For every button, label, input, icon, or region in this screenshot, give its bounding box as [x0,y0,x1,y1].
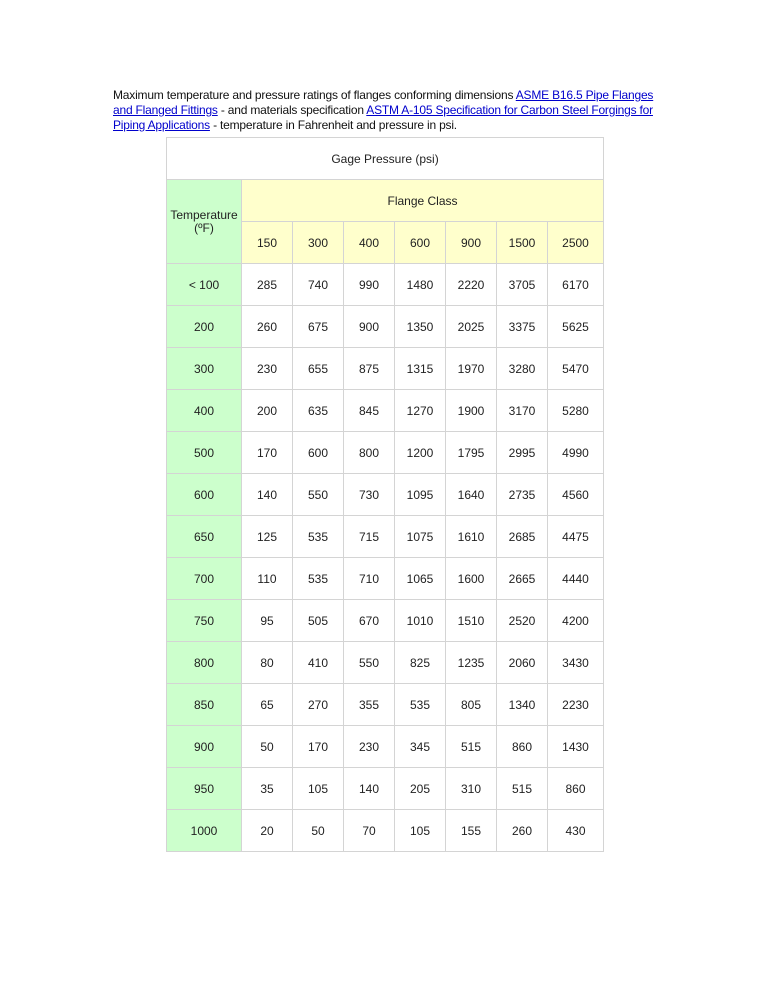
pressure-cell: 2220 [446,264,497,306]
pressure-cell: 1200 [395,432,446,474]
pressure-cell: 285 [242,264,293,306]
pressure-cell: 4475 [548,516,604,558]
pressure-cell: 805 [446,684,497,726]
pressure-cell: 635 [293,390,344,432]
pressure-cell: 845 [344,390,395,432]
pressure-cell: 825 [395,642,446,684]
astm-a105-link[interactable]: ASTM A-105 Specification for Carbon Steel Forgings for Piping Applications [113,103,653,132]
pressure-cell: 3705 [497,264,548,306]
table-row [167,726,604,768]
pressure-cell: 800 [344,432,395,474]
intro-paragraph [113,88,663,133]
pressure-cell: 675 [293,306,344,348]
pressure-cell: 2735 [497,474,548,516]
temperature-column-header: Temperature (ºF) [167,180,242,264]
table-row [167,642,604,684]
table-row [167,558,604,600]
pressure-cell: 1600 [446,558,497,600]
pressure-cell: 205 [395,768,446,810]
temperature-cell: 800 [167,642,242,684]
pressure-cell: 710 [344,558,395,600]
pressure-cell: 600 [293,432,344,474]
pressure-cell: 990 [344,264,395,306]
table-row [167,390,604,432]
pressure-cell: 670 [344,600,395,642]
pressure-cell: 5280 [548,390,604,432]
pressure-cell: 900 [344,306,395,348]
pressure-cell: 35 [242,768,293,810]
caption-row [167,138,604,180]
pressure-cell: 1480 [395,264,446,306]
class-header-cell: 400 [344,222,395,264]
pressure-cell: 740 [293,264,344,306]
table-row [167,306,604,348]
flange-ratings-table [166,137,604,852]
table-row [167,432,604,474]
pressure-cell: 505 [293,600,344,642]
pressure-cell: 1095 [395,474,446,516]
intro-text-3: - temperature in Fahrenheit and pressure in psi. [209,118,457,132]
pressure-cell: 4560 [548,474,604,516]
pressure-cell: 550 [344,642,395,684]
pressure-cell: 3430 [548,642,604,684]
pressure-cell: 125 [242,516,293,558]
pressure-cell: 860 [548,768,604,810]
class-header-cell: 1500 [497,222,548,264]
pressure-cell: 3170 [497,390,548,432]
temperature-cell: 1000 [167,810,242,852]
pressure-cell: 105 [395,810,446,852]
temperature-cell: 700 [167,558,242,600]
temperature-cell: 850 [167,684,242,726]
pressure-cell: 110 [242,558,293,600]
pressure-cell: 2025 [446,306,497,348]
table-row [167,684,604,726]
pressure-cell: 2665 [497,558,548,600]
pressure-cell: 1350 [395,306,446,348]
class-header-cell: 2500 [548,222,604,264]
table-row [167,768,604,810]
pressure-cell: 5470 [548,348,604,390]
class-header-cell: 300 [293,222,344,264]
pressure-cell: 105 [293,768,344,810]
pressure-cell: 715 [344,516,395,558]
table-row [167,474,604,516]
pressure-cell: 260 [497,810,548,852]
pressure-cell: 3280 [497,348,548,390]
intro-text-2: - and materials specification [217,103,367,117]
class-header-cell: 150 [242,222,293,264]
class-header-cell: 900 [446,222,497,264]
pressure-cell: 50 [293,810,344,852]
temperature-cell: < 100 [167,264,242,306]
pressure-cell: 260 [242,306,293,348]
pressure-cell: 535 [293,516,344,558]
pressure-cell: 1430 [548,726,604,768]
pressure-cell: 2060 [497,642,548,684]
pressure-cell: 1610 [446,516,497,558]
pressure-cell: 535 [293,558,344,600]
pressure-cell: 1970 [446,348,497,390]
pressure-cell: 20 [242,810,293,852]
pressure-cell: 70 [344,810,395,852]
temperature-cell: 400 [167,390,242,432]
temperature-cell: 950 [167,768,242,810]
intro-text-1: Maximum temperature and pressure ratings of flanges conforming dimensions [113,88,516,102]
pressure-cell: 4990 [548,432,604,474]
pressure-cell: 2520 [497,600,548,642]
pressure-cell: 65 [242,684,293,726]
pressure-cell: 2995 [497,432,548,474]
pressure-cell: 200 [242,390,293,432]
pressure-cell: 355 [344,684,395,726]
pressure-cell: 140 [344,768,395,810]
temperature-cell: 500 [167,432,242,474]
temperature-cell: 650 [167,516,242,558]
pressure-cell: 515 [446,726,497,768]
asme-b16-5-link[interactable]: ASME B16.5 Pipe Flanges and Flanged Fittings [113,88,654,117]
pressure-cell: 345 [395,726,446,768]
pressure-cell: 4200 [548,600,604,642]
pressure-cell: 155 [446,810,497,852]
temperature-cell: 200 [167,306,242,348]
pressure-cell: 50 [242,726,293,768]
pressure-cell: 2230 [548,684,604,726]
temperature-cell: 900 [167,726,242,768]
pressure-cell: 535 [395,684,446,726]
temperature-cell: 750 [167,600,242,642]
pressure-cell: 310 [446,768,497,810]
pressure-cell: 1235 [446,642,497,684]
pressure-cell: 550 [293,474,344,516]
table-row [167,348,604,390]
pressure-cell: 5625 [548,306,604,348]
pressure-cell: 1510 [446,600,497,642]
flange-class-header-row [167,180,604,222]
pressure-cell: 4440 [548,558,604,600]
pressure-cell: 860 [497,726,548,768]
class-header-cell: 600 [395,222,446,264]
table-row [167,516,604,558]
pressure-cell: 170 [242,432,293,474]
pressure-cell: 655 [293,348,344,390]
pressure-cell: 1315 [395,348,446,390]
temperature-cell: 600 [167,474,242,516]
table-row [167,810,604,852]
pressure-cell: 430 [548,810,604,852]
pressure-cell: 170 [293,726,344,768]
pressure-cell: 95 [242,600,293,642]
pressure-cell: 270 [293,684,344,726]
pressure-cell: 1010 [395,600,446,642]
temperature-cell: 300 [167,348,242,390]
pressure-cell: 515 [497,768,548,810]
pressure-cell: 1075 [395,516,446,558]
table-row [167,264,604,306]
pressure-cell: 410 [293,642,344,684]
pressure-cell: 3375 [497,306,548,348]
pressure-cell: 2685 [497,516,548,558]
pressure-cell: 875 [344,348,395,390]
pressure-cell: 1270 [395,390,446,432]
pressure-cell: 80 [242,642,293,684]
pressure-cell: 230 [242,348,293,390]
table-caption: Gage Pressure (psi) [167,138,604,180]
pressure-cell: 1640 [446,474,497,516]
pressure-cell: 6170 [548,264,604,306]
flange-class-header: Flange Class [242,180,604,222]
pressure-cell: 1340 [497,684,548,726]
pressure-cell: 1900 [446,390,497,432]
table-row [167,600,604,642]
pressure-cell: 730 [344,474,395,516]
pressure-cell: 1795 [446,432,497,474]
pressure-cell: 230 [344,726,395,768]
pressure-cell: 140 [242,474,293,516]
pressure-cell: 1065 [395,558,446,600]
